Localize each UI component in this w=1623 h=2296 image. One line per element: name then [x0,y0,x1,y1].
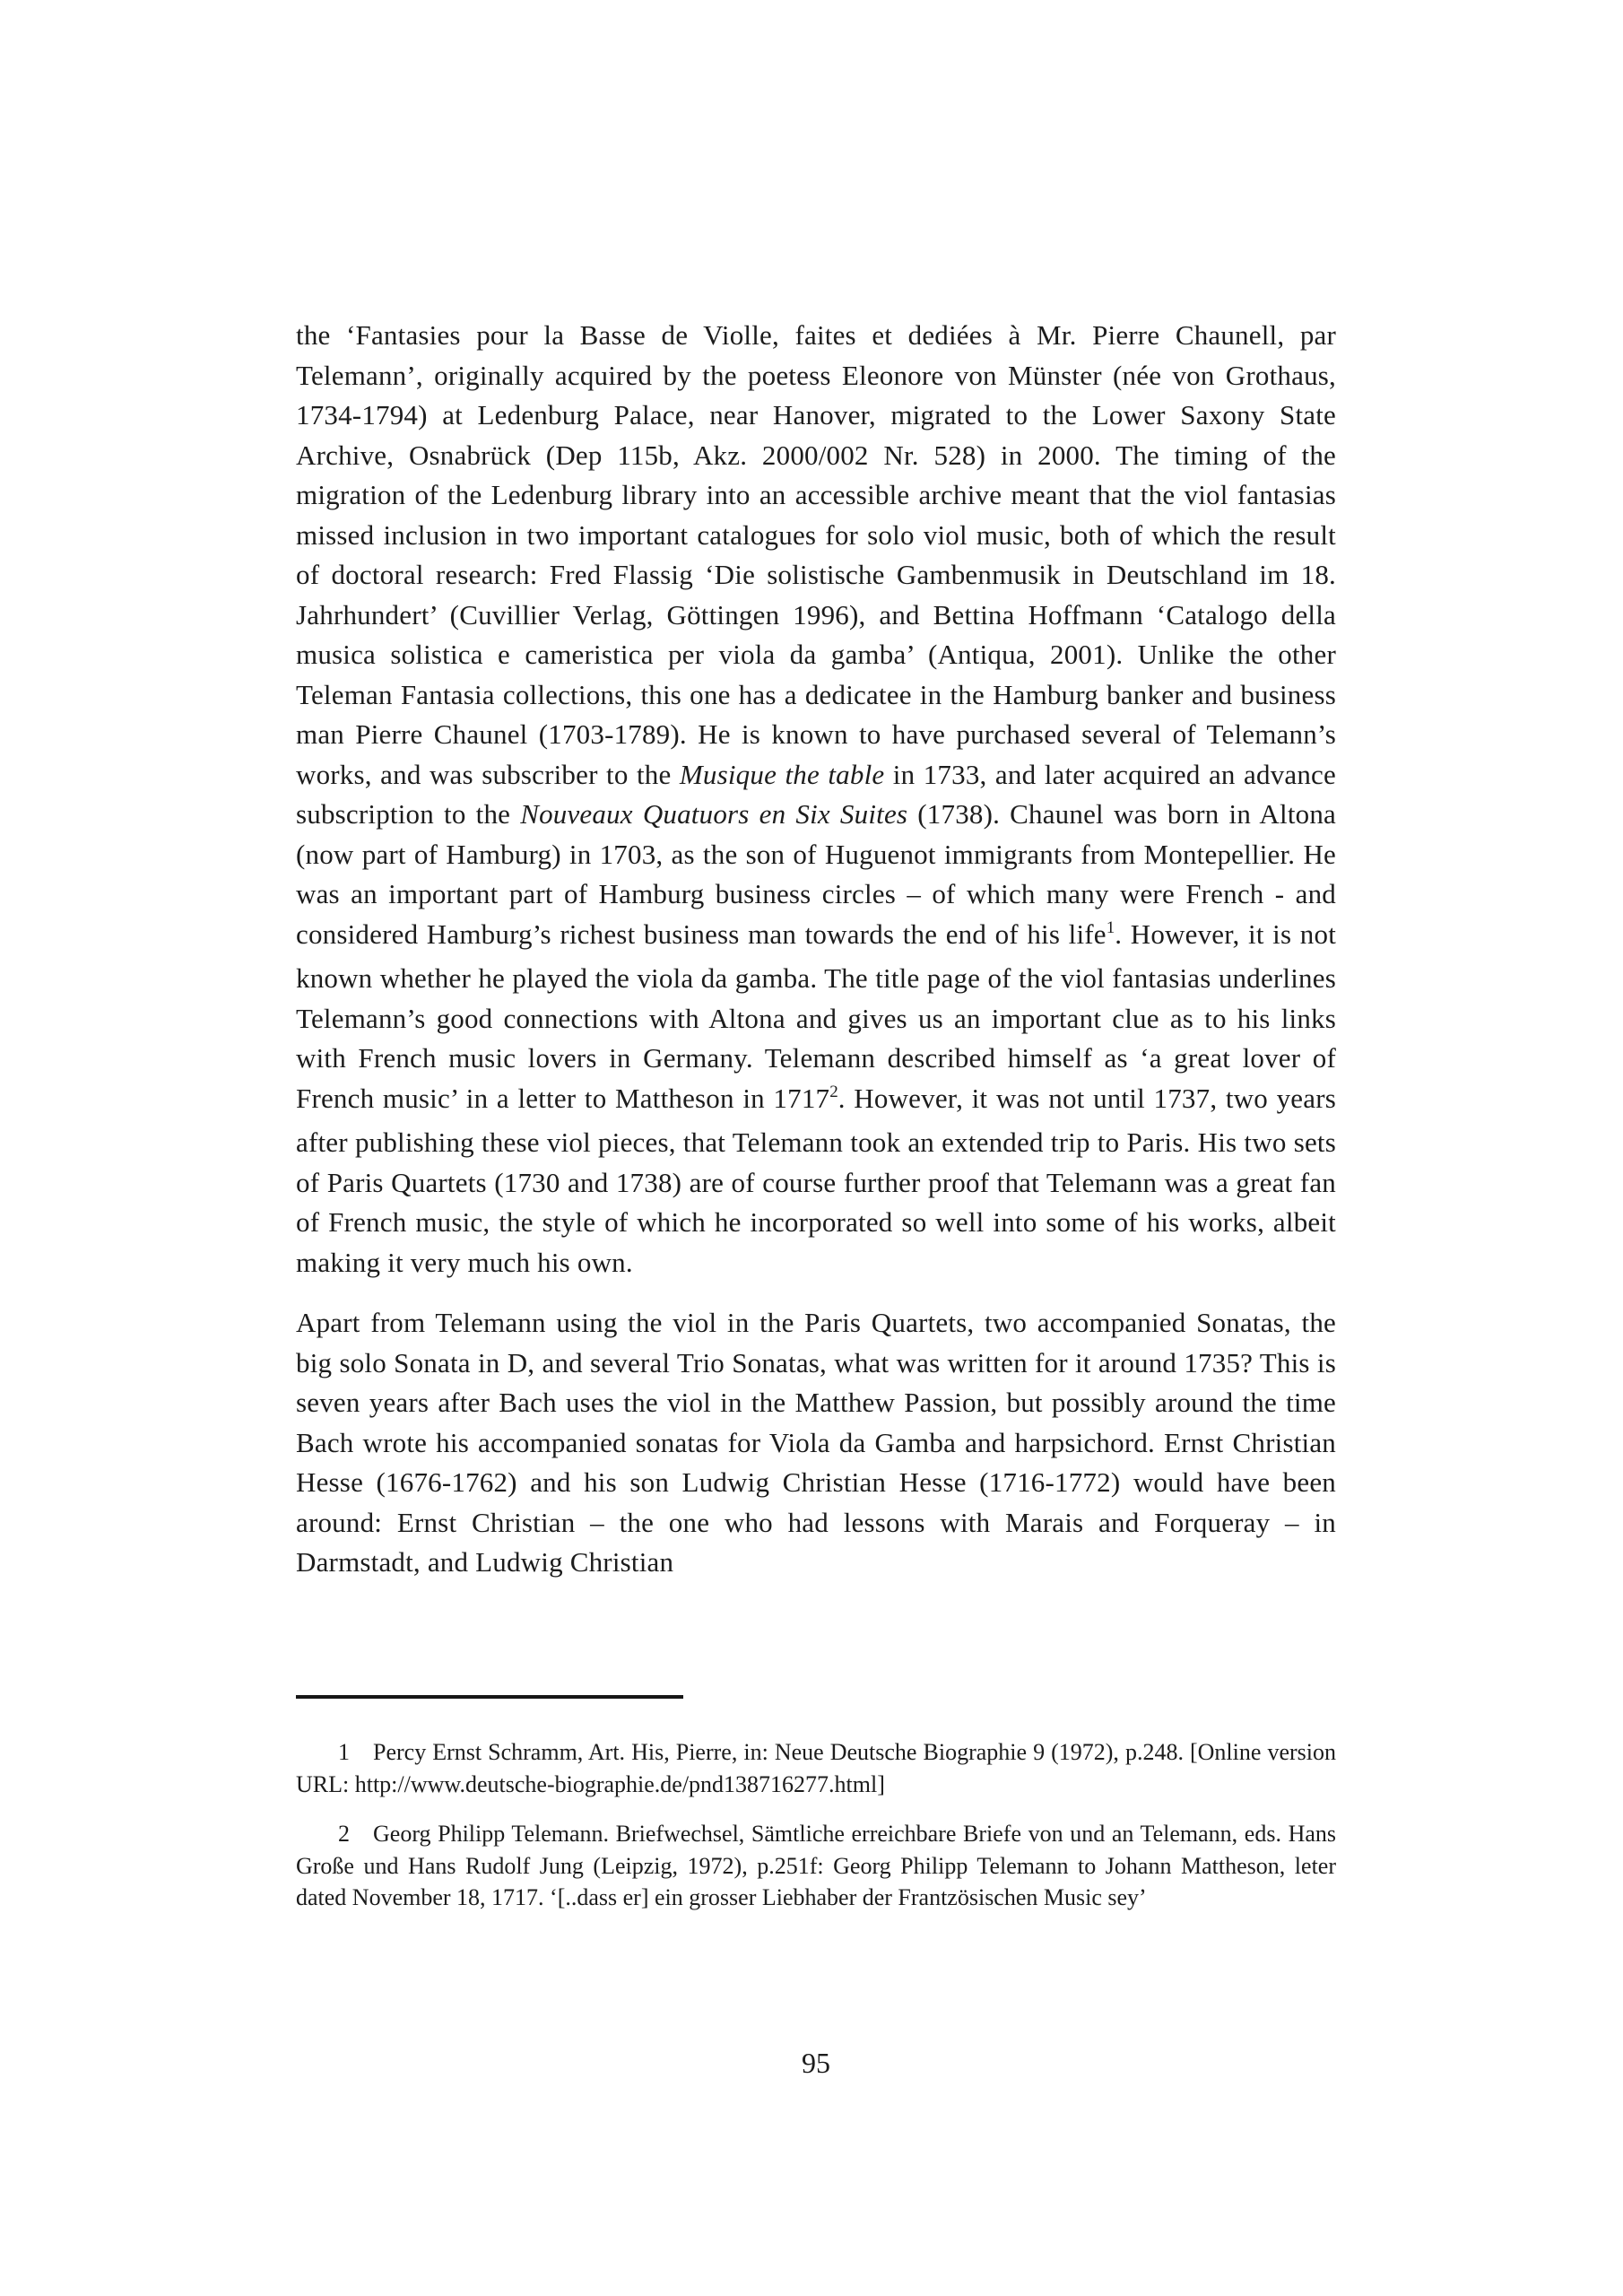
footnote-1-number: 1 [338,1739,350,1765]
page-number: 95 [802,2047,830,2079]
paragraph-1-text-3: (1738). Chaunel was born in Altona (now part of Hamburg) in 1703, as the son of Huguenot immigrants from Montepellier. He was an important part of Hamburg business circles – of which many were French - and considered Hamburg’s richest business man towards the end of his life [296,798,1336,950]
italic-title-nouveaux-quatuors: Nouveaux Quatuors en Six Suites [520,798,908,830]
paragraph-1-text-1: the ‘Fantasies pour la Basse de Violle, faites et dediées à Mr. Pierre Chaunell, par Telemann’, originally acquired by the poetess Eleonore von Münster (née von Grothaus, 1734-1794) at Ledenburg Palace, near Hanover, migrated to the Lower Saxony State Archive, Osnabrück (Dep 115b, Akz. 2000/002 Nr. 528) in 2000. The timing of the migration of the Ledenburg library into an accessible archive meant that the viol fantasias missed inclusion in two important catalogues for solo viol music, both of which the result of doctoral research: Fred Flassig ‘Die solistische Gambenmusik in Deutschland im 18. Jahrhundert’ (Cuvillier Verlag, Göttingen 1996), and Bettina Hoffmann ‘Catalogo della musica solistica e cameristica per viola da gamba’ (Antiqua, 2001). Unlike the other Teleman Fantasia collections, this one has a dedicatee in the Hamburg banker and business man Pierre Chaunel (1703-1789). He is known to have purchased several of Telemann’s works, and was subscriber to the [296,319,1336,790]
footnote-ref-2: 2 [829,1082,838,1101]
footnote-2-number: 2 [338,1821,350,1847]
footnote-1 [296,1736,1336,1800]
paragraph-1-text-5: . However, it was not until 1737, two years after publishing these viol pieces, that Telemann took an extended trip to Paris. His two sets of Paris Quartets (1730 and 1738) are of course further proof that Telemann was a great fan of French music, the style of which he incorporated so well into some of his works, albeit making it very much his own. [296,1082,1336,1278]
italic-title-musique-the-table: Musique the table [679,758,885,790]
paragraph-1-text-4: . However, it is not known whether he played the viola da gamba. The title page of the viol fantasias underlines Telemann’s good connections with Altona and gives us an important clue as to his links with French music lovers in Germany. Telemann described himself as ‘a great lover of French music’ in a letter to Mattheson in 1717 [296,918,1337,1114]
footnote-2-text: Georg Philipp Telemann. Briefwechsel, Sämtliche erreichbare Briefe von und an Telemann, eds. Hans Große und Hans Rudolf Jung (Leipzig, 1972), p.251f: Georg Philipp Telemann to Johann Mattheson, leter dated November 18, 1717. ‘[..dass er] ein grosser Liebhaber der Frantzösischen Music sey’ [296,1821,1336,1910]
paragraph-1-text-2: in 1733, and later acquired an advance subscription to the [296,758,1336,830]
footnotes-section [296,1736,1336,1914]
footnote-2 [296,1818,1336,1914]
paragraph-1 [296,316,1336,1283]
footnote-1-text: Percy Ernst Schramm, Art. His, Pierre, in: Neue Deutsche Biographie 9 (1972), p.248. [Online version URL: http://www.deutsche-biographie.de/pnd138716277.html] [296,1739,1336,1797]
footnote-ref-1: 1 [1106,918,1115,937]
body-text [296,316,1336,1583]
paragraph-2: Apart from Telemann using the viol in the Paris Quartets, two accompanied Sonatas, the big solo Sonata in D, and several Trio Sonatas, what was written for it around 1735? This is seven years after Bach uses the viol in the Matthew Passion, but possibly around the time Bach wrote his accompanied sonatas for Viola da Gamba and harpsichord. Ernst Christian Hesse (1676-1762) and his son Ludwig Christian Hesse (1716-1772) would have been around: Ernst Christian – the one who had lessons with Marais and Forqueray – in Darmstadt, and Ludwig Christian [296,1307,1336,1578]
footnote-separator-rule [296,1695,683,1699]
